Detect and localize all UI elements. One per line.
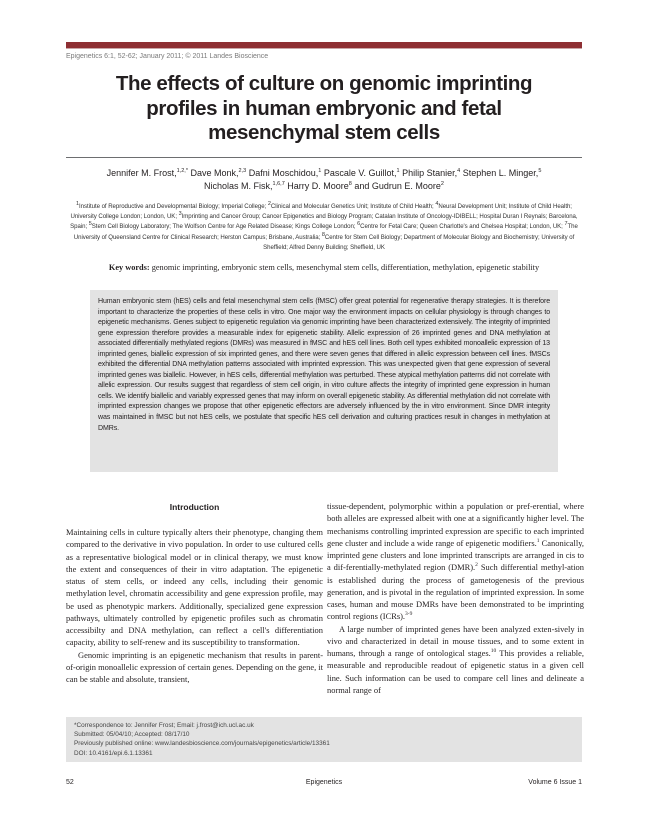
affiliations <box>66 202 582 253</box>
author: Nicholas M. Fisk,$^{1,6,7}$ <box>204 181 285 191</box>
affiliation: $^3$Imprinting and Cancer Group; Cancer Epigenetics and Biology Program; Catalan Institute of Oncology-IDIBELL; Hospital Duran I Reynals; Barcelona, Spain; <box>70 211 578 231</box>
affiliation: $^2$Clinical and Molecular Genetics Unit; Institute of Child Health; <box>267 200 436 210</box>
author: Stephen L. Minger,$^5$ <box>462 168 542 178</box>
article-title <box>66 72 582 146</box>
paragraph: Maintaining cells in culture typically alters their phenotype, changing them compared to the derivative in vivo population. In order to use cultured cells as a representative biological model or in clinical therapy, we must know the extent and consequences of their in vitro adaptation. The epigenetic status of stem cells, or indeed any cells, including their genomic methylation level, chromatin accessibility and gene expression profile, may be used as phenotypic markers. Additionally, specialized gene expression pathways, ultimately controlled by epigenetic profiles such as chromatin accessibilty and DNA methylation, can reflect a cell's differentiation capacity, ability to self-renew and its susceptibility to transformation. <box>66 527 323 648</box>
title-line: mesenchymal stem cells <box>208 121 440 144</box>
journal-citation: Epigenetics 6:1, 52-62; January 2011; © 2011 Landes Bioscience <box>66 53 269 60</box>
affiliation: $^7$The University of Queensland Centre for Clinical Research; Herston Campus; Brisbane, Australia; <box>73 221 578 241</box>
footer-journal: Epigenetics <box>305 779 343 786</box>
affiliation: $^4$Neural Development Unit; Institute of Child Health; University College London; London, UK; <box>70 200 572 221</box>
author-list <box>66 167 582 193</box>
submission-dates: Submitted: 05/04/10; Accepted: 08/17/10 <box>74 731 190 739</box>
author: Jennifer M. Frost,$^{1,2,*}$ <box>106 168 188 178</box>
citation-ref: 10 <box>490 648 497 655</box>
correspondence-box <box>66 717 582 762</box>
author-line <box>66 167 582 180</box>
citation-ref: 1 <box>536 537 540 544</box>
paragraph: tissue-dependent, polymorphic within a population or pref-erential, where both alleles are expressed albeit with one at a significantly higher level. The mechanisms controlling imprinted expression are specific to each imprinted gene cluster and include a wide range of epigenetic modifiers.$^1$ Canonically, imprinted gene clusters and lone imprinted transcripts are arranged in cis to a dif-ferentially-methylated region (DMR).$^2$ Such differential methyl-ation is established during the process of gametogenesis of the previous generation, and is pivotal in the regulation of imprinted expression. In some cases, human and mouse DMRs have been demonstrated to be imprinting control regions (ICRs).$^{3-9}$ <box>327 501 584 622</box>
paragraph: Genomic imprinting is an epigenetic mechanism that results in parent-of-origin monoallelic expression of certain genes. Depending on the gene, it can be stable and absolute, transient, <box>66 649 323 684</box>
title-divider <box>66 157 582 158</box>
section-heading: Introduction <box>169 502 220 512</box>
title-line: The effects of culture on genomic imprinting <box>115 72 533 95</box>
header-divider <box>66 48 582 49</box>
author: Dafni Moschidou,$^1$ <box>248 168 322 178</box>
affiliation: $^5$Stem Cell Biology Laboratory; The Wolfson Centre for Age Related Disease; Kings College London; <box>88 221 358 231</box>
keywords <box>66 263 582 272</box>
abstract: Human embryonic stem (hES) cells and fetal mesenchymal stem cells (fMSC) offer great potential for regenerative therapy strategies. It is therefore important to characterize the properties of these cells in vitro. One major way the environment impacts on cellular physiology is through changes to epigenetic mechanisms. Genes subject to epigenetic regulation via genomic imprinting have been characterized extensively. The integrity of imprinted gene expression therefore provides a measurable index for epigenetic stability. Allelic expression of 26 imprinted genes and DNA methylation at associated differentially methylated regions (DMRs) was measured in fMSC and hES cell lines. Both cell types exhibited monoallelic expression of 13 imprinted genes, biallelic expression of six imprinted genes, and there were seven genes that differed in allelic expression between cell lines. fMSCs exhibited the differential DNA methylation patterns associated with imprinted expression. This was unexpected given that gene expression of several imprinted genes was biallelic. However, in hES cells, differential methylation was perturbed. These atypical methylation patterns did not correlate with allelic expression. Our results suggest that regardless of stem cell origin, in vitro culture affects the integrity of imprinted gene expression in human cells. We identify biallelic and variably expressed genes that may inform on overall epigenetic stability. As differential methylation did not correlate with imprinted expression changes we propose that other epigenetic effectors are adversely influenced by the in vitro environment. Since DMR integrity was maintained in fMSC but not hES cells, we postulate that specific hES cell derivation and culturing practices result in changes in methylation at DMRs. <box>90 290 558 472</box>
affiliation: $^1$Institute of Reproductive and Developmental Biology; Imperial College; <box>76 200 268 210</box>
affiliation: $^8$Centre for Stem Cell Biology; Department of Molecular Biology and Biochemistry; University of Sheffield; Alfred Denny Building; Sheffield, UK <box>263 231 575 251</box>
author: Pascale V. Guillot,$^1$ <box>323 168 400 178</box>
citation-ref: 3-9 <box>405 611 413 618</box>
page-number: 52 <box>66 779 74 786</box>
keywords-label: Key words: <box>108 263 150 272</box>
paragraph: A large number of imprinted genes have been analyzed exten-sively in vivo and characterized in detail in mouse tissues, and to some extent in humans, through a range of ontological stages.$^{10}$ This provides a reliable, measurable and reproducible readout of epigenetic status in a given cell line. Such information can be used to compare cell lines and delineate a normal range of <box>327 623 584 695</box>
affiliation: $^6$Centre for Fetal Care; Queen Charlotte's and Chelsea Hospital; London, UK; <box>357 221 565 231</box>
author-line <box>66 180 582 193</box>
keywords-text: genomic imprinting, embryonic stem cells, mesenchymal stem cells, differentiation, methylation, epigenetic stability <box>149 263 540 272</box>
correspondence: *Correspondence to: Jennifer Frost; Email: j.frost@ich.ucl.ac.uk <box>74 722 254 729</box>
citation-ref: 2 <box>475 562 478 569</box>
author: Philip Stanier,$^4$ <box>402 168 461 178</box>
author: and Gudrun E. Moore$^2$ <box>354 181 444 191</box>
footer-volume: Volume 6 Issue 1 <box>528 779 582 786</box>
author: Dave Monk,$^{2,3}$ <box>190 168 247 178</box>
author: Harry D. Moore$^8$ <box>287 181 352 191</box>
online-link[interactable]: Previously published online: www.landesbioscience.com/journals/epigenetics/article/13361 <box>74 740 330 748</box>
doi: DOI: 10.4161/epi.6.1.13361 <box>74 749 153 757</box>
body-column-left <box>66 500 323 685</box>
body-column-right <box>327 500 584 696</box>
title-line: profiles in human embryonic and fetal <box>146 96 502 120</box>
